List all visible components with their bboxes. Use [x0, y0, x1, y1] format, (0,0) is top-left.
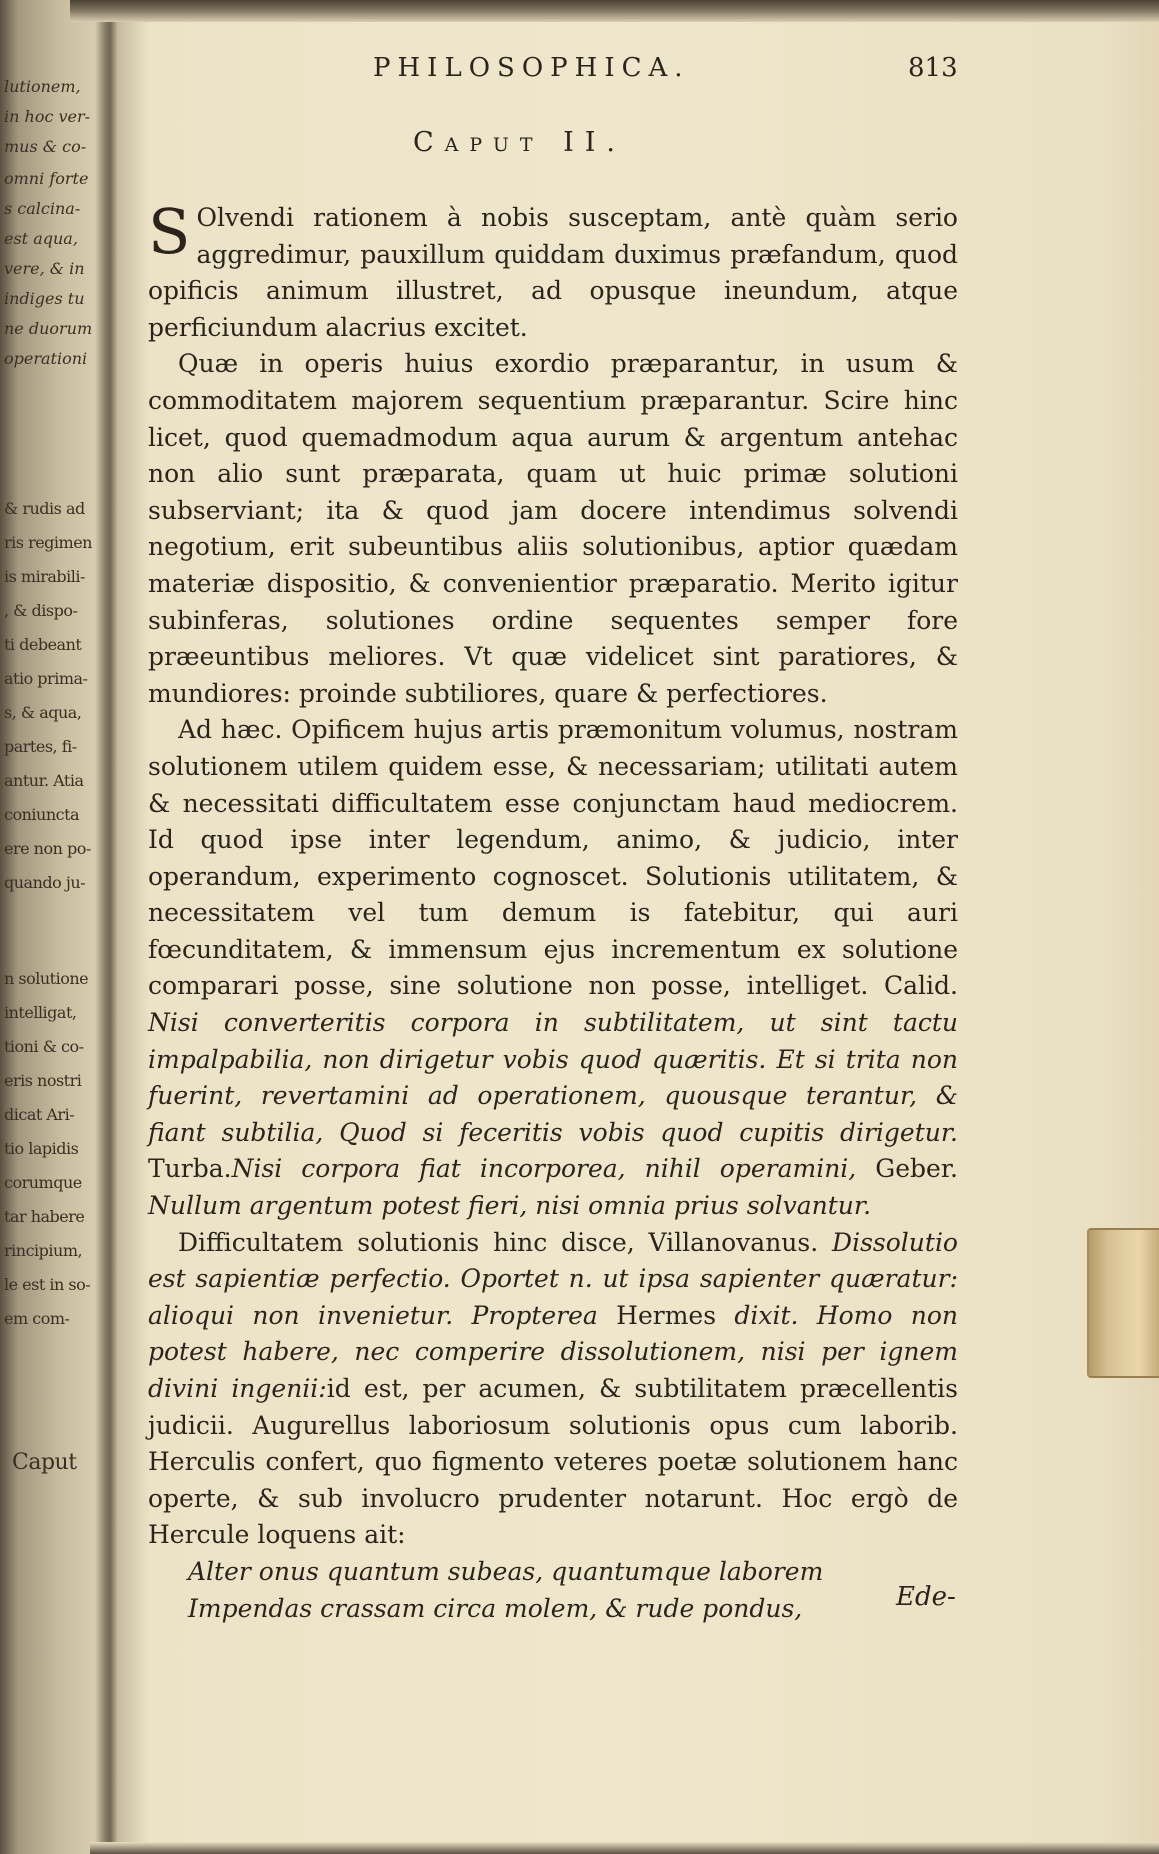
quotation: dixit. Homo non potest habere, nec comperire dissolutionem, nisi per ignem divini ingenii: [148, 1300, 958, 1403]
paragraph [148, 712, 958, 1224]
source-name: Turba. [148, 1154, 232, 1184]
paragraph-text: id est, per acumen, & subtilitatem præcellentis judicii. Augurellus laboriosum solutionis opus cum laborib. Herculis confert, quo figmento veteres poetæ solutionem hanc operte, & sub involucro prudenter notarunt. Hoc ergò de Hercule loquens ait: [148, 1374, 958, 1550]
margin-fragment: , & dispo- [4, 601, 78, 620]
quotation: Nisi corpora fiat incorporea, nihil operamini, [231, 1154, 857, 1184]
source-name: Geber. [875, 1154, 958, 1184]
margin-fragment: rincipium, [4, 1241, 83, 1260]
source-name: Hermes [616, 1300, 717, 1330]
margin-fragment: in hoc ver- [4, 107, 91, 126]
margin-fragment: s, & aqua, [4, 703, 82, 722]
margin-fragment: corumque [4, 1173, 82, 1192]
margin-fragment: ris regimen [4, 533, 92, 552]
page-number: 813 [908, 53, 958, 83]
margin-fragment: is mirabili- [4, 567, 85, 586]
drop-cap: S [148, 195, 191, 268]
quotation: Dissolutio est sapientiæ perfectio. Oportet n. ut ipsa sapienter quæratur: alioqui non invenietur. Propterea [148, 1227, 958, 1330]
paragraph-text: Ad hæc. Opificem hujus artis præmonitum volumus, nostram solutionem utilem quidem esse, & necessariam; utilitati autem & necessitati difficultatem esse conjunctam haud mediocrem. Id quod ipse inter legendum, animo, & judicio, inter operandum, experimento cognoscet. Solutionis utilitatem, & necessitatem vel tum demum is fatebitur, qui auri fœcunditatem, & immensum ejus incrementum ex solutione comparari posse, sine solutione non posse, intelliget. Calid. [148, 715, 958, 1001]
margin-fragment: n solutione [4, 969, 89, 988]
running-head: PHILOSOPHICA. [373, 53, 690, 83]
body-text [148, 195, 958, 1627]
margin-fragment: tar habere [4, 1207, 85, 1226]
margin-fragment: em com- [4, 1309, 70, 1328]
book-page [148, 50, 1108, 1810]
paragraph-text: Difficultatem solutionis hinc disce, Villanovanus. [178, 1227, 819, 1257]
margin-fragment: ne duorum [4, 319, 93, 338]
margin-fragment: tio lapidis [4, 1139, 79, 1158]
margin-fragment: operationi [4, 349, 88, 368]
page-bottom-edge [90, 1842, 1159, 1854]
margin-fragment: omni forte [4, 169, 89, 188]
margin-fragment: antur. Atia [4, 771, 84, 790]
margin-fragment: partes, fi- [4, 737, 77, 756]
margin-fragment: lutionem, [4, 77, 81, 96]
margin-fragment: est aqua, [4, 229, 78, 248]
chapter-title: Caput II. [413, 127, 627, 158]
page-top-edge [70, 0, 1159, 22]
margin-fragment: mus & co- [4, 137, 87, 156]
paragraph-text: Olvendi rationem à nobis susceptam, antè quàm serio aggredimur, pauxillum quiddam duximus præfandum, quod opificis animum illustret, ad opusque ineundum, atque perficiundum alacrius excitet. [148, 203, 958, 342]
margin-fragment: coniuncta [4, 805, 80, 824]
previous-page-margin [0, 60, 96, 1660]
margin-fragment: tioni & co- [4, 1037, 84, 1056]
catchword: Ede- [896, 1582, 956, 1612]
paragraph: Quæ in operis huius exordio præparantur, in usum & commoditatem majorem sequentium præparantur. Scire hinc licet, quod quemadmodum aqua aurum & argentum antehac non alio sunt præparata, quam ut huic primæ solutioni subserviant; ita & quod jam docere intendimus solvendi negotium, erit subeuntibus aliis solutionibus, aptior quædam materiæ dispositio, & convenientior præparatio. Merito igitur subinferas, solutiones ordine sequentes semper fore præeuntibus meliores. Vt quæ videlicet sint paratiores, & mundiores: proinde subtiliores, quare & perfectiores. [148, 349, 958, 708]
margin-fragment: s calcina- [4, 199, 81, 218]
margin-fragment: quando ju- [4, 873, 86, 892]
margin-fragment: intelligat, [4, 1003, 77, 1022]
paragraph [148, 1225, 958, 1554]
margin-fragment: & rudis ad [4, 499, 85, 518]
margin-fragment: atio prima- [4, 669, 88, 688]
margin-fragment: Caput [12, 1450, 77, 1475]
margin-fragment: indiges tu [4, 289, 85, 308]
quotation: Nisi converteritis corpora in subtilitatem, ut sint tactu impalpabilia, non dirigetur vobis quod quæritis. Et si trita non fuerint, revertamini ad operationem, quousque terantur, & fiant subtilia, Quod si feceritis vobis quod cupitis dirigetur. [148, 1008, 958, 1147]
margin-fragment: le est in so- [4, 1275, 91, 1294]
paragraph [148, 195, 958, 346]
margin-fragment: eris nostri [4, 1071, 82, 1090]
quotation: Nullum argentum potest fieri, nisi omnia prius solvantur. [148, 1191, 872, 1221]
verse-line: Alter onus quantum subeas, quantumque laborem [188, 1556, 824, 1586]
verse-line: Impendas crassam circa molem, & rude pondus, [188, 1593, 803, 1623]
margin-fragment: dicat Ari- [4, 1105, 75, 1124]
margin-fragment: ere non po- [4, 839, 91, 858]
margin-fragment: vere, & in [4, 259, 85, 278]
margin-fragment: ti debeant [4, 635, 82, 654]
